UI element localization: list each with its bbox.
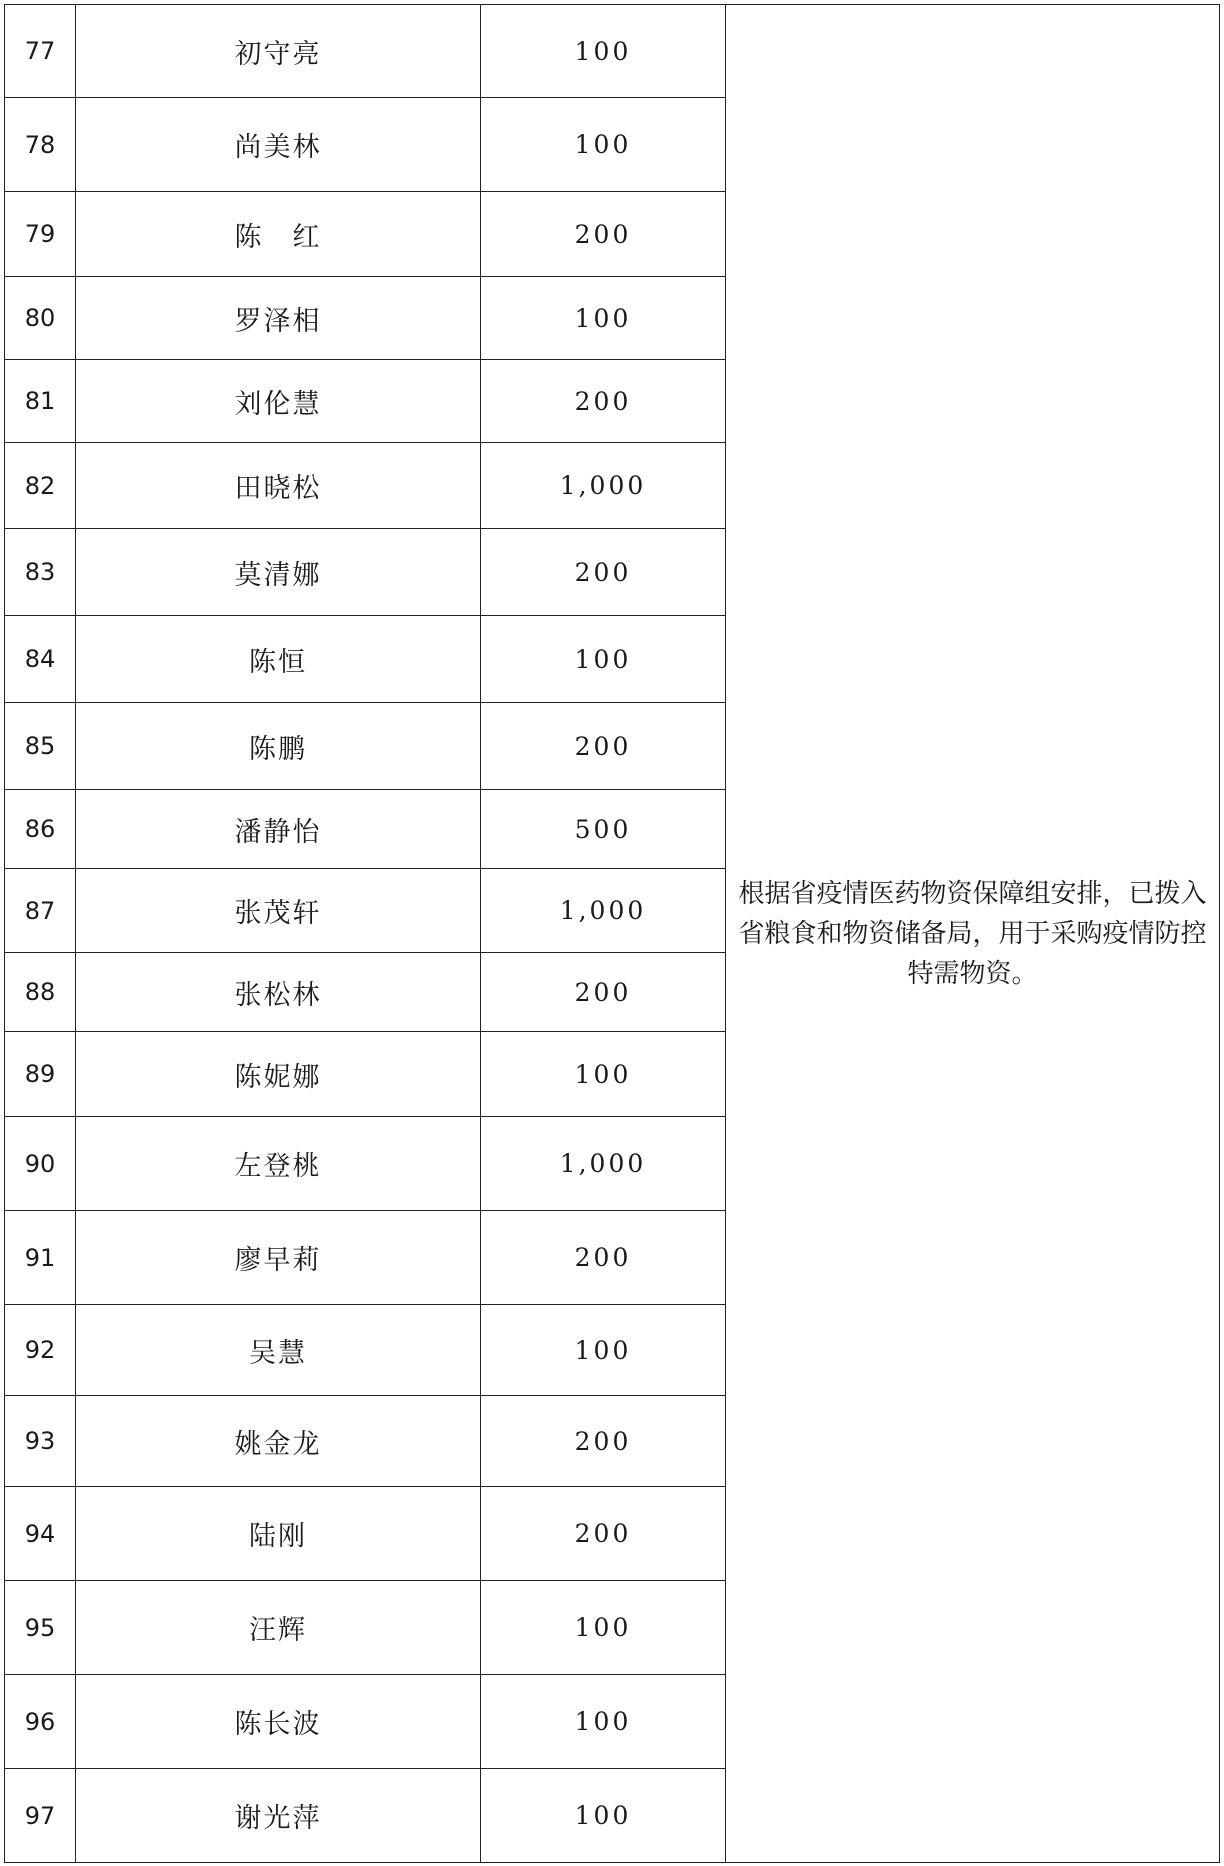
donor-name-cell: 潘静怡 [76,790,481,869]
donor-name-cell: 张茂轩 [76,869,481,953]
amount-cell: 100 [481,616,726,703]
row-number-cell: 77 [5,5,76,98]
row-number-cell: 87 [5,869,76,953]
row-number-cell: 94 [5,1487,76,1581]
donor-name-cell: 陆刚 [76,1487,481,1581]
amount-cell: 200 [481,1396,726,1487]
amount-cell: 200 [481,703,726,790]
row-number-cell: 97 [5,1769,76,1863]
row-number-cell: 92 [5,1305,76,1396]
amount-cell: 100 [481,5,726,98]
donor-name-cell: 初守亮 [76,5,481,98]
table-row [5,5,1220,98]
row-number-cell: 80 [5,277,76,360]
row-number-cell: 81 [5,360,76,443]
amount-cell: 1,000 [481,1117,726,1211]
amount-cell: 1,000 [481,443,726,529]
amount-cell: 100 [481,1032,726,1117]
row-number-cell: 85 [5,703,76,790]
donor-name-cell: 莫清娜 [76,529,481,616]
donor-name-cell: 尚美林 [76,98,481,192]
donor-name-cell: 张松林 [76,953,481,1032]
donor-name-cell: 田晓松 [76,443,481,529]
donation-table [4,4,1220,1863]
donor-name-cell: 陈长波 [76,1675,481,1769]
amount-cell: 1,000 [481,869,726,953]
amount-cell: 100 [481,1769,726,1863]
donor-name-cell: 谢光萍 [76,1769,481,1863]
remark-cell [726,5,1220,1863]
row-number-cell: 79 [5,192,76,277]
row-number-cell: 82 [5,443,76,529]
amount-cell: 200 [481,192,726,277]
donor-name-cell: 陈鹏 [76,703,481,790]
donor-name-cell: 左登桃 [76,1117,481,1211]
donor-name-cell: 陈 红 [76,192,481,277]
row-number-cell: 86 [5,790,76,869]
amount-cell: 100 [481,1305,726,1396]
amount-cell: 100 [481,1581,726,1675]
donor-name-cell: 陈妮娜 [76,1032,481,1117]
row-number-cell: 84 [5,616,76,703]
amount-cell: 200 [481,529,726,616]
amount-cell: 200 [481,1487,726,1581]
donor-name-cell: 吴慧 [76,1305,481,1396]
donor-name-cell: 罗泽相 [76,277,481,360]
row-number-cell: 91 [5,1211,76,1305]
row-number-cell: 96 [5,1675,76,1769]
remark-text: 根据省疫情医药物资保障组安排，已拨入省粮食和物资储备局，用于采购疫情防控特需物资。 [738,878,1207,989]
amount-cell: 200 [481,953,726,1032]
amount-cell: 100 [481,98,726,192]
row-number-cell: 78 [5,98,76,192]
row-number-cell: 93 [5,1396,76,1487]
row-number-cell: 89 [5,1032,76,1117]
row-number-cell: 95 [5,1581,76,1675]
amount-cell: 500 [481,790,726,869]
donor-name-cell: 汪辉 [76,1581,481,1675]
amount-cell: 200 [481,1211,726,1305]
donor-name-cell: 姚金龙 [76,1396,481,1487]
donor-name-cell: 廖早莉 [76,1211,481,1305]
row-number-cell: 83 [5,529,76,616]
amount-cell: 100 [481,277,726,360]
donor-name-cell: 陈恒 [76,616,481,703]
donation-table-body [5,5,1220,1863]
row-number-cell: 88 [5,953,76,1032]
amount-cell: 100 [481,1675,726,1769]
donor-name-cell: 刘伦慧 [76,360,481,443]
amount-cell: 200 [481,360,726,443]
row-number-cell: 90 [5,1117,76,1211]
